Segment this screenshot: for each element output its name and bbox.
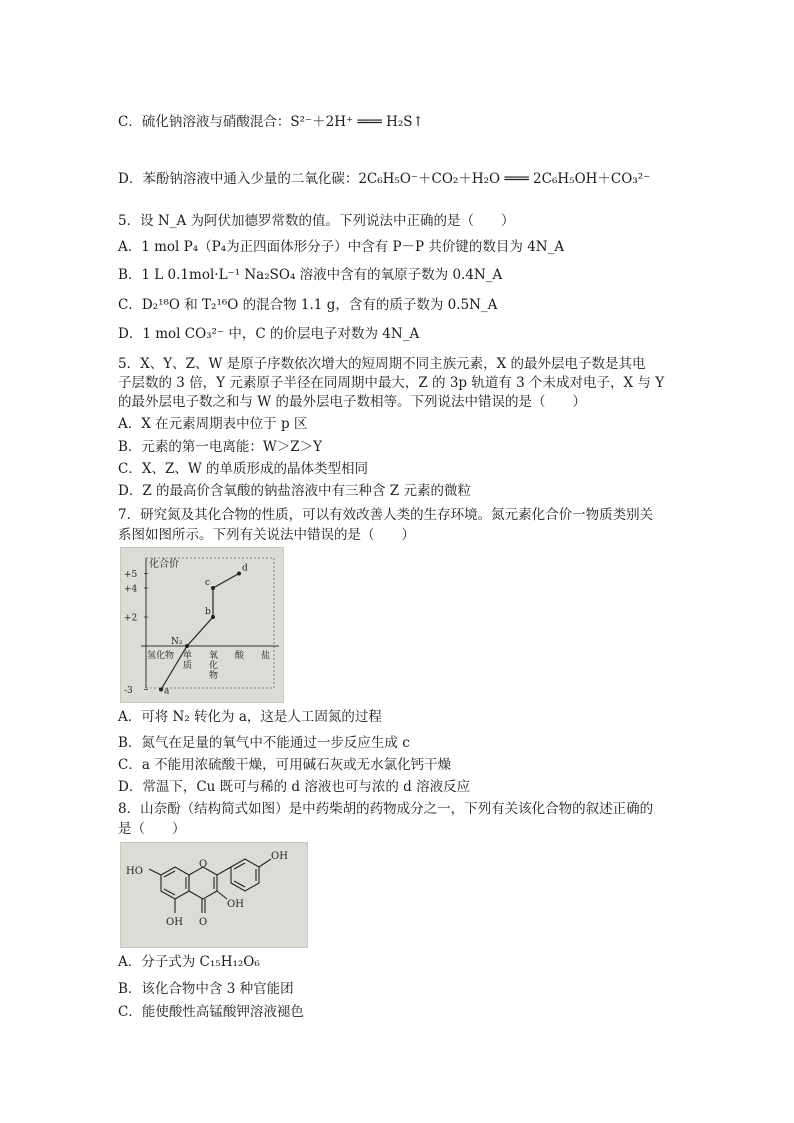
q8-stem-line2: 是（ ） bbox=[118, 821, 186, 837]
q5b-stem-line2: 子层数的 3 倍，Y 元素原子半径在同周期中最大，Z 的 3p 轨道有 3 个未成对电子，X 与 Y bbox=[118, 375, 665, 391]
carbonyl-oxygen-label: O bbox=[199, 917, 208, 928]
q7-option-a: A．可将 N₂ 转化为 a，这是人工固氮的过程 bbox=[118, 709, 382, 725]
x-category-label bbox=[183, 649, 192, 671]
oh-label-top: OH bbox=[271, 851, 288, 862]
x-category-char: 氧 bbox=[209, 651, 219, 661]
data-label-c: c bbox=[205, 578, 211, 588]
ho-label-left: HO bbox=[126, 866, 143, 877]
y-tick-label: -3 bbox=[124, 686, 133, 696]
data-label-b: b bbox=[205, 607, 211, 617]
data-label-a: a bbox=[164, 686, 170, 697]
chart-svg bbox=[121, 548, 283, 702]
nitrogen-valence-chart bbox=[120, 547, 284, 703]
x-category-char: 单 bbox=[183, 651, 193, 661]
data-point-d bbox=[237, 572, 241, 576]
x-category-char: 酸 bbox=[235, 651, 245, 661]
q7-option-b: B．氮气在足量的氧气中不能通过一步反应生成 c bbox=[118, 735, 410, 751]
q7-option-d: D．常温下，Cu 既可与稀的 d 溶液也可与浓的 d 溶液反应 bbox=[118, 779, 471, 795]
q5b-option-c: C．X、Z、W 的单质形成的晶体类型相同 bbox=[118, 461, 368, 477]
x-category-label bbox=[235, 649, 245, 661]
x-category-char: 化 bbox=[209, 661, 219, 671]
q5a-option-d: D．1 mol CO₃²⁻ 中，C 的价层电子对数为 4N_A bbox=[118, 326, 420, 342]
y-tick-label: +4 bbox=[124, 584, 138, 595]
data-point-N₂ bbox=[185, 644, 189, 648]
oh-label-right: OH bbox=[227, 899, 244, 910]
series-line-c-d bbox=[213, 574, 239, 589]
data-point-b bbox=[211, 615, 215, 619]
option-d-ionic-equation: D．苯酚钠溶液中通入少量的二氧化碳：2C₆H₅O⁻＋CO₂＋H₂O ═══ 2C₆H₅OH＋CO₃²⁻ bbox=[118, 171, 651, 187]
q5b-option-d: D．Z 的最高价含氧酸的钠盐溶液中有三种含 Z 元素的微粒 bbox=[118, 483, 471, 499]
q5a-stem: 5．设 N_A 为阿伏加德罗常数的值。下列说法中正确的是（ ） bbox=[118, 213, 515, 229]
data-point-a bbox=[159, 688, 163, 692]
q5a-option-b: B．1 L 0.1mol·L⁻¹ Na₂SO₄ 溶液中含有的氧原子数为 0.4N_A bbox=[118, 267, 503, 283]
q7-stem-line2: 系图如图所示。下列有关说法中错误的是（ ） bbox=[118, 527, 415, 543]
y-axis-label: 化合价 bbox=[149, 559, 179, 570]
x-category-char: 物 bbox=[209, 671, 219, 681]
ring-oxygen-label: O bbox=[199, 859, 208, 870]
structure-bonds bbox=[149, 859, 271, 913]
q5b-stem-line3: 的最外层电子数之和与 W 的最外层电子数相等。下列说法中错误的是（ ） bbox=[118, 394, 586, 410]
q5a-option-c: C．D₂¹⁸O 和 T₂¹⁶O 的混合物 1.1 g，含有的质子数为 0.5N_A bbox=[118, 297, 498, 313]
kaempferol-structure bbox=[120, 842, 308, 948]
q5b-option-b: B．元素的第一电离能：W＞Z＞Y bbox=[118, 439, 323, 455]
q5b-option-a: A．X 在元素周期表中位于 p 区 bbox=[118, 416, 308, 432]
option-c-ionic-equation: C．硫化钠溶液与硝酸混合：S²⁻＋2H⁺ ═══ H₂S↑ bbox=[118, 114, 424, 130]
q7-stem-line1: 7．研究氮及其化合物的性质，可以有效改善人类的生存环境。氮元素化合价一物质类别关 bbox=[118, 507, 654, 523]
y-tick-label: +2 bbox=[124, 613, 138, 624]
q8-option-a: A．分子式为 C₁₅H₁₂O₆ bbox=[118, 954, 260, 970]
x-category-char: 质 bbox=[183, 661, 193, 671]
q5a-option-a: A．1 mol P₄（P₄为正四面体形分子）中含有 P－P 共价键的数目为 4N_A bbox=[118, 239, 565, 255]
x-category-label: 氢化物 bbox=[147, 651, 175, 661]
x-category-char: 盐 bbox=[261, 651, 271, 661]
q8-option-c: C．能使酸性高锰酸钾溶液褪色 bbox=[118, 1004, 304, 1020]
q7-option-c: C．a 不能用浓硫酸干燥，可用碱石灰或无水氯化钙干燥 bbox=[118, 757, 452, 773]
data-point-c bbox=[211, 586, 215, 590]
q8-stem-line1: 8．山奈酚（结构简式如图）是中药柴胡的药物成分之一，下列有关该化合物的叙述正确的 bbox=[118, 801, 654, 817]
y-tick-label: +5 bbox=[124, 570, 138, 580]
q5b-stem-line1: 5．X、Y、Z、W 是原子序数依次增大的短周期不同主族元素，X 的最外层电子数是其电 bbox=[118, 356, 646, 372]
x-category-label bbox=[261, 649, 270, 661]
q8-option-b: B．该化合物中含 3 种官能团 bbox=[118, 981, 294, 997]
data-label-N₂: N₂ bbox=[171, 637, 183, 647]
structure-svg bbox=[121, 843, 307, 947]
oh-label-bottom: OH bbox=[166, 917, 183, 928]
series-line-N₂-b bbox=[187, 617, 213, 646]
x-category-label bbox=[209, 649, 218, 681]
data-label-d: d bbox=[242, 563, 248, 574]
